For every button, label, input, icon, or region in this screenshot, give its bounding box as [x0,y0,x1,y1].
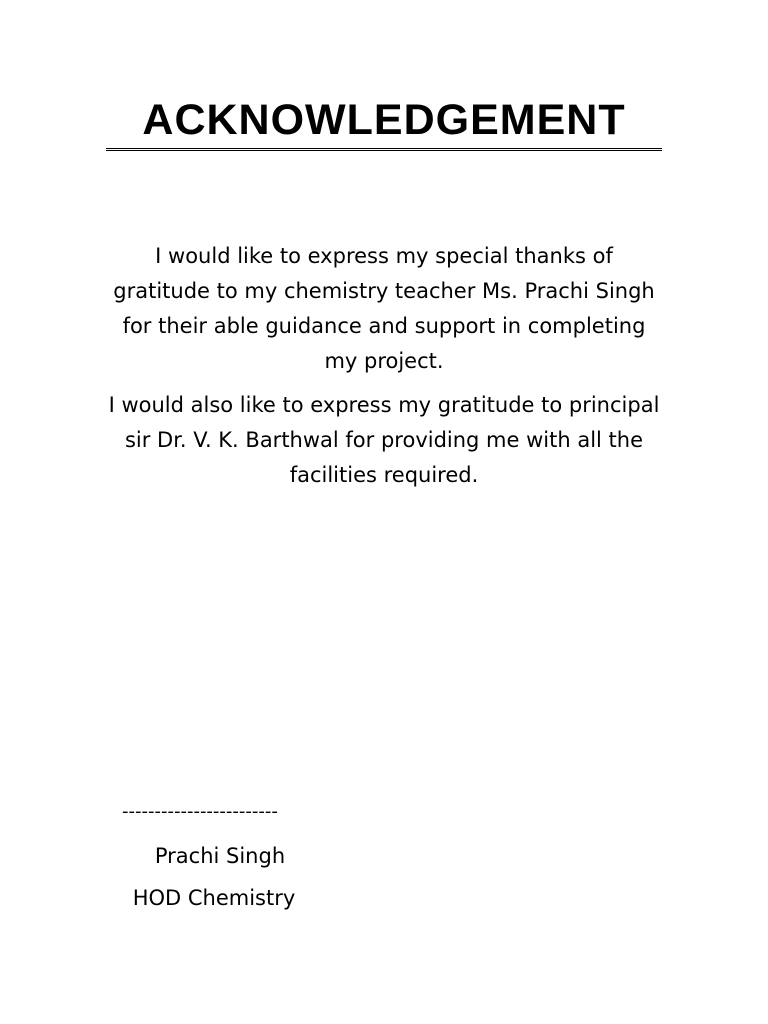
signature-line: ------------------------ [122,801,278,822]
signatory-name: Prachi Singh [154,844,286,868]
page-title: ACKNOWLEDGEMENT [106,96,662,151]
signatory-designation: HOD Chemistry [132,886,296,910]
acknowledgement-body [108,239,660,502]
acknowledgement-paragraph-2: I would also like to express my gratitude to principal sir Dr. V. K. Barthwal for providing me with all the facilities required. [108,393,660,487]
acknowledgement-paragraph-1: I would like to express my special thanks of gratitude to my chemistry teacher Ms. Prachi Singh for their able guidance and support in completing my project. [113,244,655,373]
